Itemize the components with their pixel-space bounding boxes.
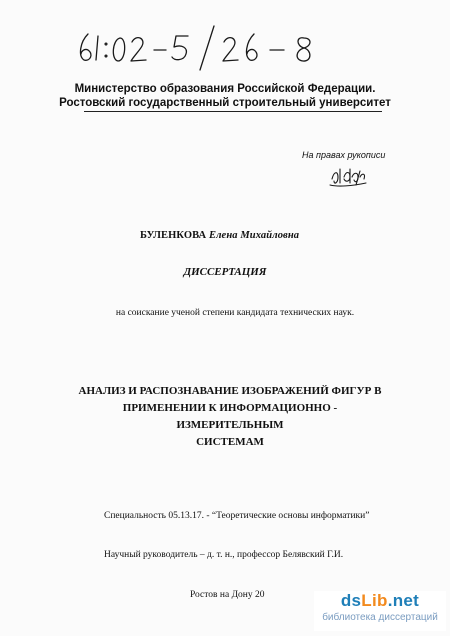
thesis-title-line-2: ПРИМЕНЕНИИ К ИНФОРМАЦИОННО - ИЗМЕРИТЕЛЬНЫМ bbox=[122, 402, 338, 431]
author-given-names: Елена Михайловна bbox=[208, 230, 300, 241]
ministry-line-1: Министерство образования Российской Федерации. bbox=[74, 83, 376, 95]
header-underline bbox=[84, 111, 382, 112]
degree-line: на соискание ученой степени кандидата технических наук. bbox=[115, 308, 355, 318]
thesis-title-line-3: СИСТЕМАМ bbox=[196, 436, 264, 448]
logo-lib: Lib bbox=[361, 591, 388, 610]
ministry-line-2: Ростовский государственный строительный университет bbox=[59, 97, 391, 109]
author-surname: БУЛЕНКОВА bbox=[140, 230, 207, 241]
city-year-line: Ростов на Дону 20 bbox=[190, 590, 265, 600]
rights-notice: На правах рукописи bbox=[302, 150, 386, 160]
supervisor-line: Научный руководитель – д. т. н., профессор Белявский Г.И. bbox=[104, 550, 344, 560]
author-name bbox=[140, 230, 299, 241]
dslib-caption: библиотека диссертаций bbox=[322, 612, 438, 623]
handwritten-archive-number bbox=[74, 16, 334, 76]
dslib-logo bbox=[314, 591, 446, 611]
dslib-watermark bbox=[314, 591, 446, 631]
logo-net: .net bbox=[387, 591, 420, 610]
thesis-title-line-1: АНАЛИЗ И РАСПОЗНАВАНИЕ ИЗОБРАЖЕНИЙ ФИГУР В bbox=[78, 385, 382, 397]
handwritten-signature bbox=[328, 163, 368, 189]
logo-ds: ds bbox=[340, 591, 362, 610]
document-type: ДИССЕРТАЦИЯ bbox=[183, 266, 267, 278]
ministry-header bbox=[0, 82, 450, 110]
thesis-title bbox=[70, 383, 390, 451]
specialty-line: Специальность 05.13.17. - “Теоретические основы информатики” bbox=[104, 511, 370, 521]
